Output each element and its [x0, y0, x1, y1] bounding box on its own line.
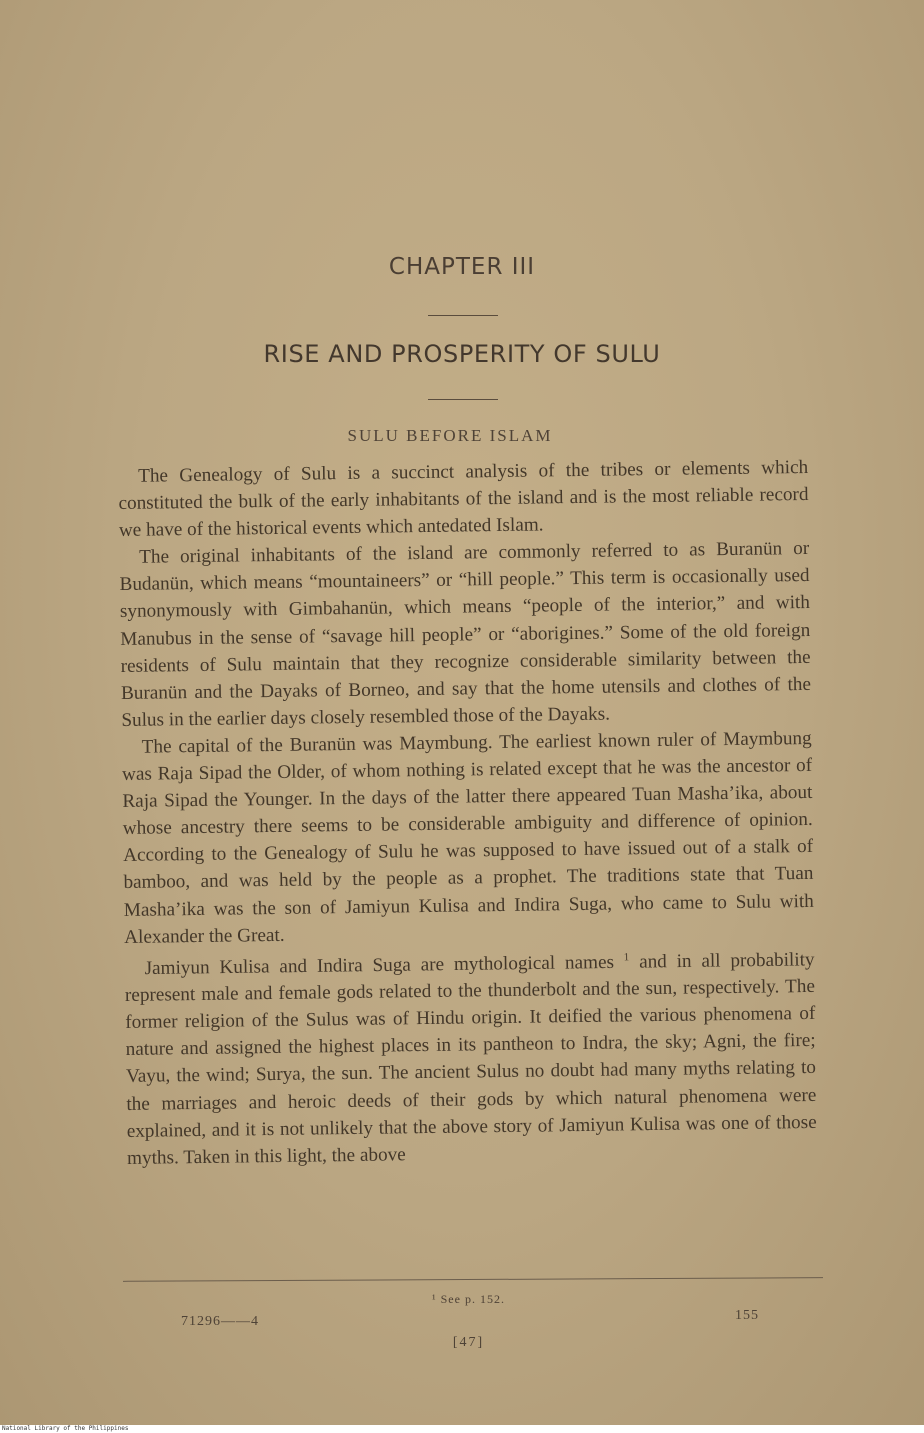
body-text [118, 454, 817, 1172]
section-title: SULU BEFORE ISLAM [347, 426, 553, 445]
footnote: ¹ See p. 152. [432, 1292, 505, 1306]
page-number: 155 [735, 1308, 759, 1323]
paragraph: The Genealogy of Sulu is a succinct analysis of the tribes or elements which constituted the bulk of the early inhabitants of the island and is the most reliable record we have of the historical events which antedated Islam. [118, 456, 809, 542]
paragraph-text: and in all probability represent male and female gods related to the thunderbolt and the sun, respectively. The former religion of the Sulus was of Hindu origin. It deified the various phenomena of nature and assigned the highest places in its pantheon to Indra, the sky; Agni, the fire; Vayu, the wind; Surya, the sun. The ancient Sulus no doubt had many myths relating to the marriages and heroic deeds of their gods by which natural phenomena were explained, and it is not unlikely that the above story of Jamiyun Kulisa was one of those myths. Taken in this light, the above [124, 949, 817, 1169]
paragraph: The capital of the Buranün was Maymbung. The earliest known ruler of Maymbung was Raja Sipad the Older, of whom nothing is related except that he was the ancestor of Raja Sipad the Younger. In the days of the latter there appeared Tuan Masha’ika, about whose ancestry there seems to be considerable ambiguity and difference of opinion. According to the Genealogy of Sulu he was supposed to have issued out of a stalk of bamboo, and was held by the people as a prophet. The traditions state that Tuan Masha’ika was the son of Jamiyun Kulisa and Indira Suga, who came to Sulu with Alexander the Great. [121, 727, 814, 948]
chapter-label: CHAPTER III [388, 254, 536, 280]
library-watermark: National Library of the Philippines [2, 1425, 129, 1432]
paragraph: The original inhabitants of the island are commonly referred to as Buranün or Budanün, which means “mountaineers” or “hill people.” This term is occasionally used synonymously with Gimbahanün, which means “people of the interior,” and with Manubus in the sense of “savage hill people” or “aborigines.” Some of the old foreign residents of Sulu maintain that they recognize considerable similarity between the Buranün and the Dayaks of Borneo, and say that the home utensils and clothes of the Sulus in the earlier days closely resembled those of the Dayaks. [119, 538, 812, 731]
chapter-title: RISE AND PROSPERITY OF SULU [263, 340, 661, 368]
footnote-divider [123, 1277, 823, 1282]
original-page-number: [47] [452, 1335, 485, 1350]
paragraph-text: Jamiyun Kulisa and Indira Suga are mythological names [144, 951, 615, 979]
footnote-marker: 1 [623, 951, 630, 964]
chapter-divider-bottom [428, 399, 498, 400]
chapter-divider-top [428, 315, 498, 316]
watermark-strip [0, 1425, 924, 1433]
printer-signature: 71296——4 [181, 1314, 259, 1329]
paragraph [124, 942, 817, 1172]
